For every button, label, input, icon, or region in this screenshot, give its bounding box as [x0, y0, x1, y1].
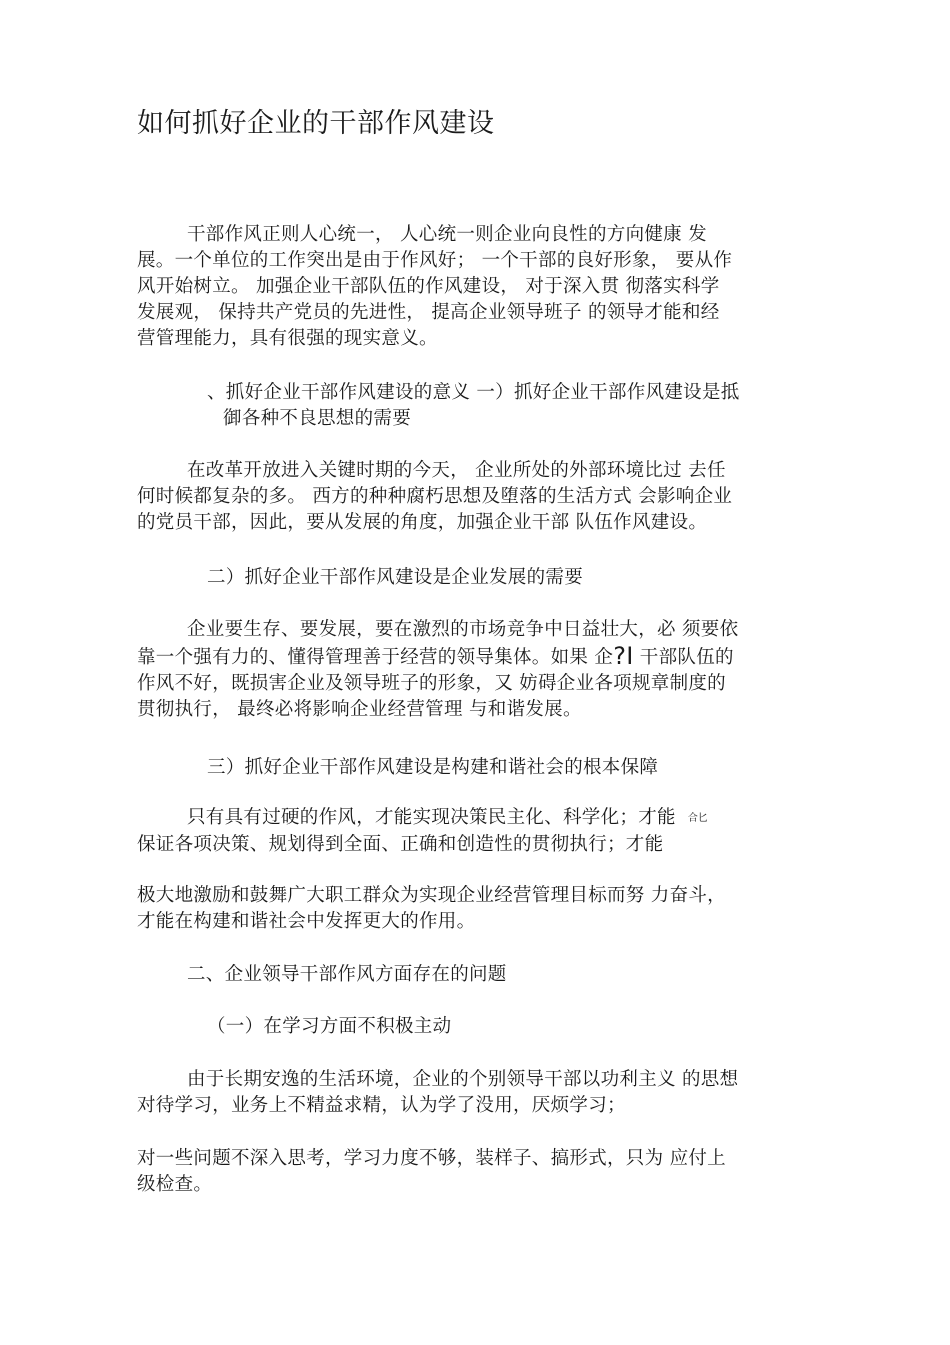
- section-heading-significance: [207, 380, 807, 432]
- paragraph-line: [137, 805, 807, 832]
- subheading-learning: （一）在学习方面不积极主动: [207, 1016, 452, 1037]
- line-segment: 只有具有过硬的作风，才能实现决策民主化、科学化；才能: [187, 807, 676, 828]
- paragraph-reform: [137, 458, 807, 536]
- heading-line: 、抓好企业干部作风建设的意义 一）抓好企业干部作风建设是抵: [207, 382, 740, 403]
- heading-line: 御各种不良思想的需要: [223, 408, 412, 429]
- paragraph-line: 的党员干部，因此，要从发展的角度，加强企业干部 队伍作风建设。: [137, 512, 708, 533]
- small-note: 合匕: [687, 813, 708, 824]
- subheading-harmony: 三）抓好企业干部作风建设是构建和谐社会的根本保障: [207, 757, 659, 778]
- paragraph-survival: [137, 617, 807, 723]
- paragraph-line: 级检查。: [137, 1174, 213, 1195]
- paragraph-learning-attitude: [137, 1067, 807, 1119]
- section-heading-problems: 二、企业领导干部作风方面存在的问题: [187, 964, 507, 985]
- paragraph-line: 展。一个单位的工作突出是由于作风好； 一个干部的良好形象， 要从作: [137, 250, 733, 271]
- paragraph-line: 才能在构建和谐社会中发挥更大的作用。: [137, 911, 476, 932]
- paragraph-line: 何时候都复杂的多。 西方的种种腐朽思想及堕落的生活方式 会影响企业: [137, 486, 733, 507]
- subheading-development: 二）抓好企业干部作风建设是企业发展的需要: [207, 567, 584, 588]
- paragraph-line: [137, 643, 807, 671]
- paragraph-line: 对一些问题不深入思考，学习力度不够，装样子、搞形式，只为 应付上: [137, 1148, 726, 1169]
- paragraph-line: 贯彻执行， 最终必将影响企业经营管理 与和谐发展。: [137, 699, 582, 720]
- paragraph-line: 在改革开放进入关键时期的今天， 企业所处的外部环境比过 去任: [187, 460, 726, 481]
- paragraph-motivation: [137, 883, 807, 935]
- paragraph-line: 由于长期安逸的生活环境，企业的个别领导干部以功利主义 的思想: [187, 1069, 739, 1090]
- paragraph-intro: [137, 222, 807, 352]
- paragraph-line: 风开始树立。 加强企业干部队伍的作风建设， 对于深入贯 彻落实科学: [137, 276, 720, 297]
- paragraph-superficial: [137, 1146, 807, 1198]
- paragraph-line: 作风不好，既损害企业及领导班子的形象，又 妨碍企业各项规章制度的: [137, 673, 726, 694]
- paragraph-line: 干部作风正则人心统一， 人心统一则企业向良性的方向健康 发: [187, 224, 707, 245]
- paragraph-decision: [137, 805, 807, 858]
- paragraph-line: 极大地激励和鼓舞广大职工群众为实现企业经营管理目标而努 力奋斗，: [137, 885, 726, 906]
- paragraph-line: 企业要生存、要发展，要在激烈的市场竞争中日益壮大，必 须要依: [187, 619, 739, 640]
- garbled-glyph: ?I: [613, 642, 634, 670]
- paragraph-line: 保证各项决策、规划得到全面、正确和创造性的贯彻执行；才能: [137, 834, 664, 855]
- paragraph-line: 对待学习，业务上不精益求精，认为学了没用，厌烦学习；: [137, 1095, 626, 1116]
- line-segment: 靠一个强有力的、懂得管理善于经营的领导集体。如果 企: [137, 647, 614, 668]
- paragraph-line: 发展观， 保持共产党员的先进性， 提高企业领导班子 的领导才能和经: [137, 302, 720, 323]
- document-title: 如何抓好企业的干部作风建设: [137, 108, 495, 139]
- line-segment: 干部队伍的: [633, 647, 734, 668]
- paragraph-line: 营管理能力，具有很强的现实意义。: [137, 328, 438, 349]
